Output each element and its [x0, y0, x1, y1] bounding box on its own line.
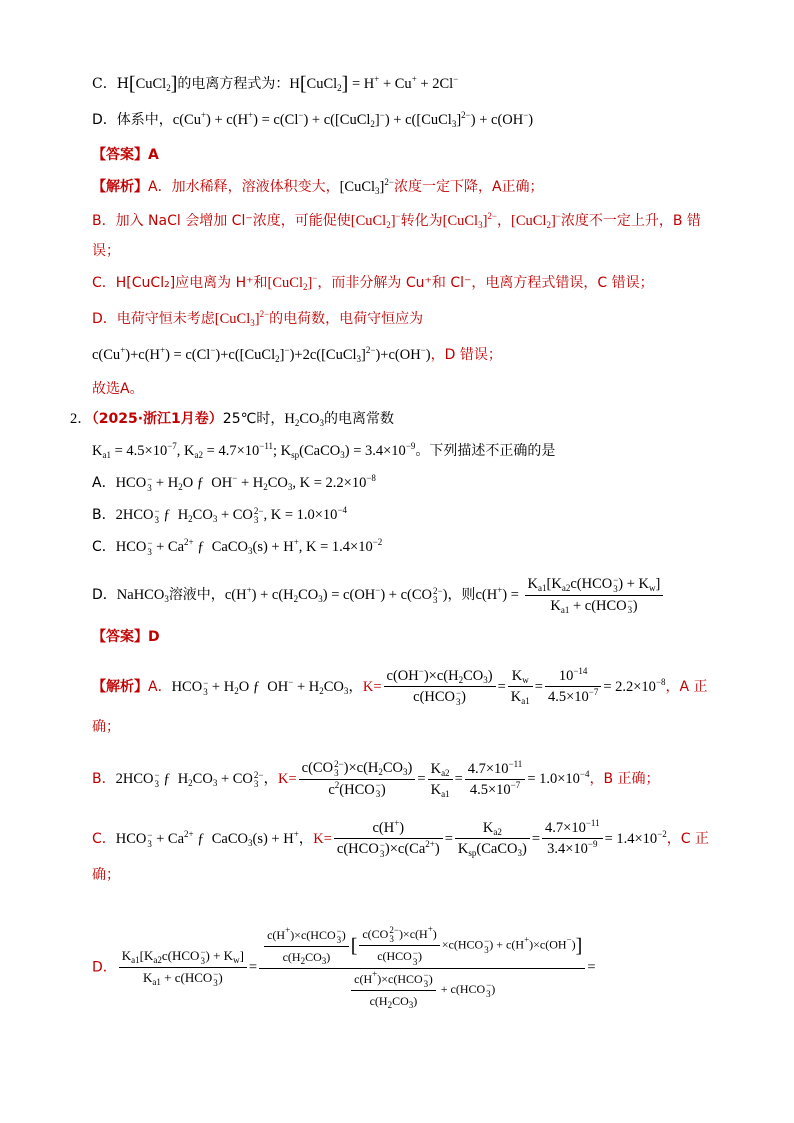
text: 溶液中， [168, 587, 225, 604]
text: A． [92, 475, 116, 491]
text: D．电荷守恒未考虑 [92, 311, 215, 327]
question-number: 2． [70, 411, 92, 427]
text: 【答案】D [92, 629, 160, 645]
text: 确； [92, 719, 120, 735]
question-2-option-b: B．2HCO − 3 ƒ $H_2CO_3$ + CO 2− 3 , $K = 1.0\times 10^{-4}$ [92, 505, 348, 525]
answer-1 [92, 145, 159, 165]
question-2-constants: $K_{a1} = 4.5\times 10^{-7}$, $K_{a2} = 4.7\times 10^{-11}$; $K_{sp}(CaCO_3) = 3.4\times 10^{-9}$。下列描述不正确的是 [92, 441, 556, 460]
question-2-option-c: C．HCO − 3 + $Ca^{2+}$ ƒ CaCO$_3$(s) + H+, $K = 1.4\times 10^{-2}$ [92, 537, 383, 557]
text: 故选A。 [92, 381, 144, 397]
text: C． [92, 539, 116, 555]
text: D．体系中， [92, 112, 173, 128]
text: C．H[CuCl₂]应电离为 H⁺和 [92, 275, 268, 291]
explanation-1-d-eq: c(Cu+)+c(H+) = c(Cl−)+c([CuCl$_2$]−)+2c([CuCl$_3$]$^{2-}$)+c(OH−)，D 错误； [92, 345, 502, 364]
text: 【解析】 [92, 179, 148, 195]
text: C．H [92, 76, 129, 92]
explanation-2-c: C．HCO − 3 + $Ca^{2+}$ ƒ CaCO$_3$(s) + H+，K= c(H+) c(HCO − 3 )$\times c(Ca^{2+})$ = $\frac{K_{a2}}{K_{sp}(CaCO_3)}$ = $\frac{4.7\times 10^{-11}}{3.4\times 10^{-9}}$ = $1.4\times 10^{-2}$，C 正 [92, 818, 709, 859]
text: A．加水稀释，溶液体积变大， [148, 179, 340, 195]
explanation-1-a: 【解析】A．加水稀释，溶液体积变大，[CuCl$_3$]$^{2-}$浓度一定下降，A正确； [92, 177, 544, 196]
text: ，B 正确； [589, 771, 660, 788]
question-2-option-d: D．NaHCO$_3$溶液中，$c(H^+) + c(H_2CO_3) = c(OH^-) + c(CO$ 2− 3 )，则c(H+) = $K_{a1}[K_{a2}c(HCO$ − 3 ) + $K_w$] $K_{a1} + c(HCO$ − 3 ) [92, 575, 665, 615]
text: 转化为 [400, 213, 443, 229]
text: ， [496, 213, 511, 229]
text: 的电离方程式为： [177, 76, 290, 92]
question-source: （2025·浙江1月卷） [91, 411, 223, 427]
text: D． [92, 959, 117, 976]
answer-2 [92, 627, 160, 647]
explanation-2-d: D． $K_{a1}[K_{a2}c(HCO$ − 3 ) + $K_w$] $K_{a1} + c(HCO$ − 3 ) = c(H+)×c(HCO − 3 ) $c(H_2CO_3)$ [ c(CO 2− 3 )×c(H+) c(HCO − 3 ) ×c(HCO − 3 ) + c(H+)×c(OH−)] c(H+)×c(HCO − 3 ) $c(H_2CO_3)$ + c(HCO − 3 ) = [92, 924, 596, 1010]
explanation-2-a: 【解析】A．HCO − 3 + $H_2O$ ƒ $OH^- + H_2CO_3$，K= $c(OH^-)\times c(H_2CO_3)$ c(HCO − 3 ) = $\frac{K_w}{K_{a1}}$ = $\frac{10^{-14}}{4.5\times 10^{-7}}$ = $2.2\times 10^{-8}$，A 正 [92, 666, 708, 707]
text: 浓度不一定上升，B 错 [560, 213, 701, 229]
text: B． [92, 771, 116, 788]
text: A． [148, 678, 172, 695]
explanation-1-b2 [92, 241, 120, 261]
text: 确； [92, 867, 120, 883]
text: 的电荷数，电荷守恒应为 [269, 311, 424, 327]
question-2-option-a: A．HCO − 3 + $H_2O$ ƒ $OH^- + H_2CO_3$, $K = 2.2\times 10^{-8}$ [92, 473, 376, 493]
text: ，D 错误； [430, 347, 502, 363]
explanation-2-b: B．2HCO − 3 ƒ $H_2CO_3$ + CO 2− 3 ，K= c(CO 2− 3 )$\times c(H_2CO_3)$ $c^2(HCO$ − 3 ) = $\frac{K_{a2}}{K_{a1}}$ = $\frac{4.7\times 10^{-11}}{4.5\times 10^{-7}}$ = $1.0\times 10^{-4}$，B 正确； [92, 758, 660, 800]
text: B． [92, 507, 116, 523]
explanation-1-c: C．H[CuCl₂]应电离为 H⁺和[CuCl$_2$]−，而非分解为 Cu⁺和 Cl⁻，电离方程式错误，C 错误； [92, 273, 654, 292]
text: 【答案】A [92, 147, 159, 163]
option-d-line: D．体系中，c(Cu+) + c(H+) = c(Cl−) + c([CuCl$_2$]−) + c([CuCl$_3$]$^{2-}$) + c(OH−) [92, 110, 534, 129]
option-c-line: C．H[CuCl$_2$]的电离方程式为：H[CuCl$_2$] = H+ + Cu+ + 2Cl− [92, 73, 459, 95]
text: ，而非分解为 Cu⁺和 Cl⁻，电离方程式错误，C 错误； [317, 275, 654, 291]
text: B．加入 NaCl 会增加 Cl⁻浓度，可能促使 [92, 213, 351, 229]
explanation-2-a2 [92, 717, 120, 737]
text: ，C 正 [666, 830, 709, 847]
text: 浓度一定下降，A正确； [393, 179, 544, 195]
explanation-1-d: D．电荷守恒未考虑[CuCl$_3$]$^{2-}$的电荷数，电荷守恒应为 [92, 309, 424, 328]
explanation-1-conclusion [92, 379, 144, 399]
text: 【解析】 [92, 678, 148, 695]
text: 误； [92, 243, 120, 259]
text: C． [92, 830, 116, 847]
question-2-stem: 2．（2025·浙江1月卷）25℃时，$H_2CO_3$的电离常数 [70, 411, 394, 428]
text: 。下列描述不正确的是 [415, 443, 556, 459]
text: 的电离常数 [323, 411, 394, 427]
text: ，A 正 [665, 678, 708, 695]
text: D． [92, 587, 117, 604]
text: 25℃时， [222, 411, 285, 427]
fraction: $K_{a1}[K_{a2}c(HCO$ − 3 ) + $K_w$] $K_{a1} + c(HCO$ − 3 ) [525, 575, 664, 615]
explanation-1-b: B．加入 NaCl 会增加 Cl⁻浓度，可能促使[CuCl$_2$]−转化为[CuCl$_3$]$^{2-}$，[CuCl$_2$]−浓度不一定上升，B 错 [92, 211, 701, 230]
explanation-2-c2 [92, 865, 120, 885]
text: ，则 [447, 587, 476, 604]
